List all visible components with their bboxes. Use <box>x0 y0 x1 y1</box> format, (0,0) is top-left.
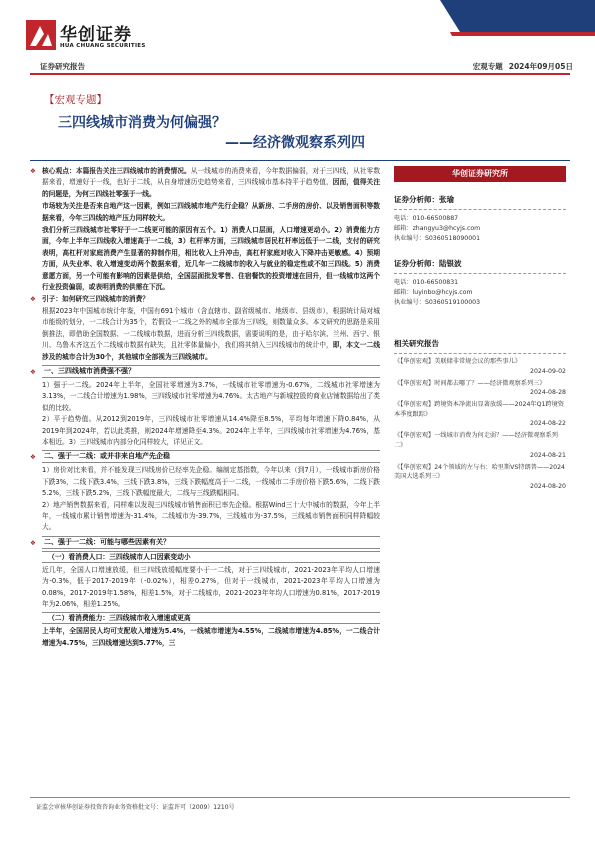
analyst-role: 证券分析师： <box>394 195 439 204</box>
core-view-label: 核心观点： <box>42 167 76 175</box>
related-report-link[interactable]: 《【华创宏观】24个领域的左与右：哈里斯VS特朗普——2024美国大选系列三》 <box>394 463 565 481</box>
tel-value: 010-66500831 <box>412 279 459 286</box>
institute-banner: 华创证券研究所 <box>394 166 566 182</box>
mail-label: 邮箱： <box>394 289 413 296</box>
subsection-heading: （一）看消费人口：三四线城市人口因素变动小 <box>42 551 380 563</box>
cert-value: S0360519100003 <box>424 299 481 306</box>
header-meta <box>467 61 573 72</box>
related-report-date: 2024-08-20 <box>530 482 566 490</box>
mail-label: 邮箱： <box>394 225 413 232</box>
five-reasons: 我们分析三四线城市社零好于一二线更可能的原因有五个。1）消费人口层面，人口增速更动小。2）消费能力方面，今年上半年三四线收入增速高于一二线，3）杠杆率方面，三四线城市居民杠杆率远低于一二线，支付的研究表明，高杠杆对家庭消费产生显著的抑制作用，相比收入上升冲击，高杠杆家庭对收入下降冲击更敏感。4）预期方面，从失业率、收入增速变动两个数据来看，近几年一二线城市的收入与就业的稳定性或不如三四线。5）消费意愿方面，另一个可能有影响的因素是供给，全国层面批发零售、住宿餐饮的投资增速在回升，但一线城市这两个行业投资偏弱，或表明消费的供需在下沉。 <box>42 226 380 292</box>
body-text: 1）房价对比来看，并不能发现三四线房价已经率先企稳。编制定基指数，今年以来（到7月），一线城市新房价格下跌3%，二线下跌3.4%，三线下跌3.8%，三线下跌幅度高于一二线，一线城市二手房价格下跌5.6%，二线下跌5.2%，三线下跌5.2%，三线下跌幅度最大，二线与三线跌幅相同。 <box>42 466 380 498</box>
analyst-heading <box>394 258 566 269</box>
intro-question: 如何研究三四线城市的消费？ <box>62 295 149 304</box>
intro-conclusion: 即，本文一二线涉及的城市合计为30个，其他城市全部视为三四线城市。 <box>42 341 380 361</box>
core-view-focus: 本篇报告关注三四线城市的消费情况。 <box>75 167 191 175</box>
related-report-link[interactable]: 《【华创宏观】美联储非常规会议的那些事儿》 <box>394 358 521 365</box>
analyst-tel <box>394 214 566 224</box>
mail-link[interactable]: luyinbo@hcyjs.com <box>412 289 473 296</box>
main-content <box>30 166 380 792</box>
related-report-date: 2024-08-28 <box>530 389 566 397</box>
summary-paragraph <box>30 225 380 293</box>
body-text: 2）地产销售数据来看，同样难以发现三四线城市销售面积已率先企稳。根据Wind三十大中城市的数据，今年上半年，一线城市累计销售增速为-31.4%，二线城市为-39.7%，三线城市为-37.5%，三线城市销售面积同样降幅较大。 <box>42 500 380 532</box>
footer-divider <box>30 797 570 798</box>
analyst-mail <box>394 288 566 298</box>
analyst-cert <box>394 234 566 244</box>
footer-text: 证监会审核华创证券投资咨询业务资格批文号：证监许可（2009）1210号 <box>36 804 235 811</box>
summary-paragraph <box>30 166 380 200</box>
section-heading: 一、三四线城市消费强不强？ <box>42 365 380 378</box>
diamond-icon: ❖ <box>30 167 36 175</box>
core-view-text: 从一线城市的消费来看，今年数据偏弱，对于三四线，从社零数据来看，增速好于一线，也好于二线，从自身增速历史趋势来看，三四线城市基本持平于趋势值， <box>42 167 380 187</box>
intro-paragraph <box>30 294 380 362</box>
divider <box>394 209 566 210</box>
related-report-date: 2024-08-22 <box>530 420 566 428</box>
analyst-role: 证券分析师： <box>394 259 439 268</box>
analyst-name: 张瑜 <box>439 195 454 204</box>
related-report-date: 2024-08-21 <box>530 451 566 459</box>
diamond-icon: ❖ <box>30 367 36 376</box>
body-text: 上半年，全国居民人均可支配收入增速为5.4%，一线城市增速为4.55%，二线城市增速为4.85%，一二线合计增速为4.75%，三四线增速达到5.77%，三 <box>42 627 380 647</box>
divider <box>394 273 566 274</box>
cert-label: 执业编号： <box>394 299 425 306</box>
brand-name-en: HUA CHUANG SECURITIES <box>60 43 146 49</box>
section-wrap <box>30 450 380 463</box>
brand-name-cn: 华创证券 <box>60 25 132 45</box>
diamond-icon: ❖ <box>30 538 36 547</box>
tel-label: 电话： <box>394 279 413 286</box>
sidebar <box>394 166 566 491</box>
cert-label: 执业编号： <box>394 235 425 242</box>
mail-link[interactable]: zhangyu3@hcyjs.com <box>412 225 481 232</box>
diamond-icon: ❖ <box>30 295 36 304</box>
section-wrap <box>30 536 380 549</box>
related-report-date: 2024-09-02 <box>530 367 566 375</box>
logo-mark-icon <box>26 20 56 50</box>
report-title: 三四线城市消费为何偏强？ <box>58 115 226 131</box>
analyst-cert <box>394 298 566 308</box>
summary-paragraph <box>30 201 380 224</box>
analyst-mail <box>394 224 566 234</box>
section-heading: 二、强于一二线：可能与哪些因素有关？ <box>42 536 380 549</box>
analyst-name: 陆银波 <box>439 259 462 268</box>
related-report-link[interactable]: 《【华创宏观】跨境资本净流出显著放缓——2024年Q1跨境资本季度跟踪》 <box>394 401 564 418</box>
real-estate-question: 市场较为关注是否来自地产这一因素，例如三四线城市地产先行企稳？从新房、二手房的房价、以及销售面积等数据来看，今年三四线的地产压力同样较大。 <box>42 202 380 222</box>
related-report-link[interactable]: 《【华创宏观】一线城市消费为何走弱？——经济微观察系列二》 <box>394 432 558 449</box>
core-view-question: 因而，值得关注的问题是，为何三四线社零强于一线。 <box>42 178 380 198</box>
intro-label: 引子： <box>42 295 63 304</box>
body-text: 1）强于一二线。2024年上半年，全国社零增速为3.7%，一线城市社零增速为-0.67%，二线城市社零增速为3.13%，一二线合计增速为1.98%，三四线城市社零增速为4.76%。太古地产与新城控股的商业店铺数据给出了类似的比较。 <box>42 380 380 412</box>
title-divider <box>30 160 570 161</box>
related-reports-heading: 相关研究报告 <box>394 339 439 348</box>
subsection-heading: （二）看消费能力：三四线城市收入增速或更高 <box>42 612 380 624</box>
body-text: 2）平于趋势值。从2012到2019年，三四线城市社零增速从14.4%降至8.5%，平均每年增速下降0.84%，从2019年到2024年，若以此类推，则2024年增速降至4.3%。2024年上半年，三四线城市社零增速为4.76%，基本相近。3）三四线城市内部分化同样较大，详见正文。 <box>42 415 380 446</box>
header-date: 2024年09月05日 <box>508 62 573 71</box>
analyst-tel <box>394 278 566 288</box>
tel-label: 电话： <box>394 215 413 222</box>
report-subtitle: ——经济微观察系列四 <box>225 135 365 151</box>
company-logo <box>26 20 166 54</box>
analyst-heading <box>394 194 566 205</box>
divider <box>394 353 566 354</box>
doc-type-label: 证券研究报告 <box>40 62 85 71</box>
related-report-link[interactable]: 《【华创宏观】时间都去哪了？——经济微观察系列三》 <box>394 379 546 387</box>
tel-value: 010-66500887 <box>412 215 459 222</box>
diamond-icon: ❖ <box>30 453 36 462</box>
header-divider <box>30 73 570 75</box>
intro-text: 根据2023年中国城市统计年鉴，中国有691个城市（含直辖市、副省级城市、地级市、县级市），根据统计局对城市能级的划分，一二线合计为35个，若假设一二线之外的城市全部为三四线，则数量众多。本文研究的思路是采用倒推法，即借助全国数据、一二线城市数据，进而分析三四线数据，需要说明的是，由于哈尔滨、兰州、西宁、银川、乌鲁木齐这五个二线城市数据有缺失，且社零体量偏小，我们将其纳入三四线城市的统计中， <box>42 306 380 350</box>
section-wrap <box>30 365 380 378</box>
section-heading: 二、强于一二线：或并非来自地产先企稳 <box>42 450 380 463</box>
header-corner-decoration <box>420 0 595 44</box>
body-text: 近几年，全国人口增速放缓，但三四线放缓幅度要小于一二线，对于三四线城市，2021-2023年平均人口增速为-0.3%，低于2017-2019年（-0.02%），相差0.27%，但对于一线城市，2021-2023年平均人口增速为0.08%，2017-2019年1.58%，相差1.5%，对于二线城市，2021-2023年年均人口增速为0.81%，2017-2019年为2.06%，相差1.25%。 <box>42 565 380 608</box>
header-category: 宏观专题 <box>472 62 503 71</box>
cert-value: S0360518090001 <box>424 235 481 242</box>
report-tag: 【宏观专题】 <box>44 94 107 106</box>
